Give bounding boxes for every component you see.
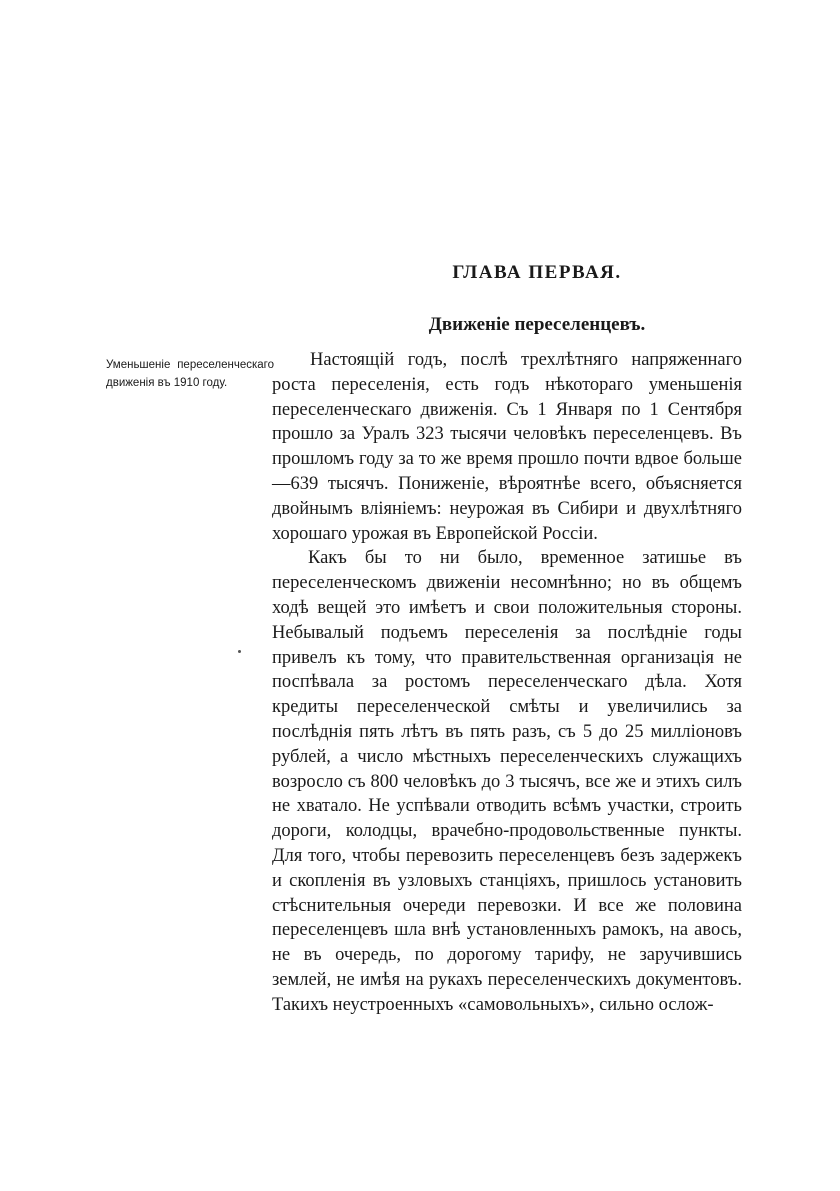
paragraph-2: Какъ бы то ни было, временное затишье въ переселенческомъ движеніи несомнѣнно; но въ общемъ ходѣ вещей это имѣетъ и свои положительныя стороны. Небывалый подъемъ переселенія за послѣдніе годы привелъ къ тому, что правительственная организація не поспѣвала за ростомъ переселенческаго дѣла. Хотя кредиты переселенческой смѣты и увеличились за послѣднія пять лѣтъ въ пять разъ, съ 5 до 25 миллiоновъ рублей, а число мѣстныхъ переселенческихъ служащихъ возросло съ 800 человѣкъ до 3 тысячъ, все же и этихъ силъ не хватало. Не успѣвали отводить всѣмъ участки, строить дороги, колодцы, врачебно-продовольственные пункты. Для того, чтобы перевозить переселенцевъ безъ задержекъ и скопленія въ узловыхъ станціяхъ, пришлось установить стѣснительныя очереди перевозки. И все же половина переселенцевъ шла внѣ установленныхъ рамокъ, на авось, не въ очередь, по дорогому тарифу, не заручившись землей, не имѣя на рукахъ переселенческихъ документовъ. Такихъ неустроенныхъ «самовольныхъ», сильно ослож- (272, 548, 742, 1015)
section-title: Движеніе переселенцевъ. (428, 314, 646, 335)
body-text (272, 348, 742, 1018)
margin-note: Уменьшеніе переселенческаго движенія въ 1910 году. (106, 359, 274, 389)
print-speck (238, 650, 241, 653)
chapter-title: ГЛАВА ПЕРВАЯ. (452, 262, 622, 283)
paragraph-1: Настоящій годъ, послѣ трехлѣтняго напряженнаго роста переселенія, есть годъ нѣкотораго уменьшенія переселенческаго движенія. Съ 1 Января по 1 Сентября прошло за Уралъ 323 тысячи человѣкъ переселенцевъ. Въ прошломъ году за то же время прошло почти вдвое больше—639 тысячъ. Пониженіе, вѣроятнѣе всего, объясняется двойнымъ вліяніемъ: неурожая въ Сибири и двухлѣтняго хорошаго урожая въ Европейской Россіи. (272, 350, 742, 544)
